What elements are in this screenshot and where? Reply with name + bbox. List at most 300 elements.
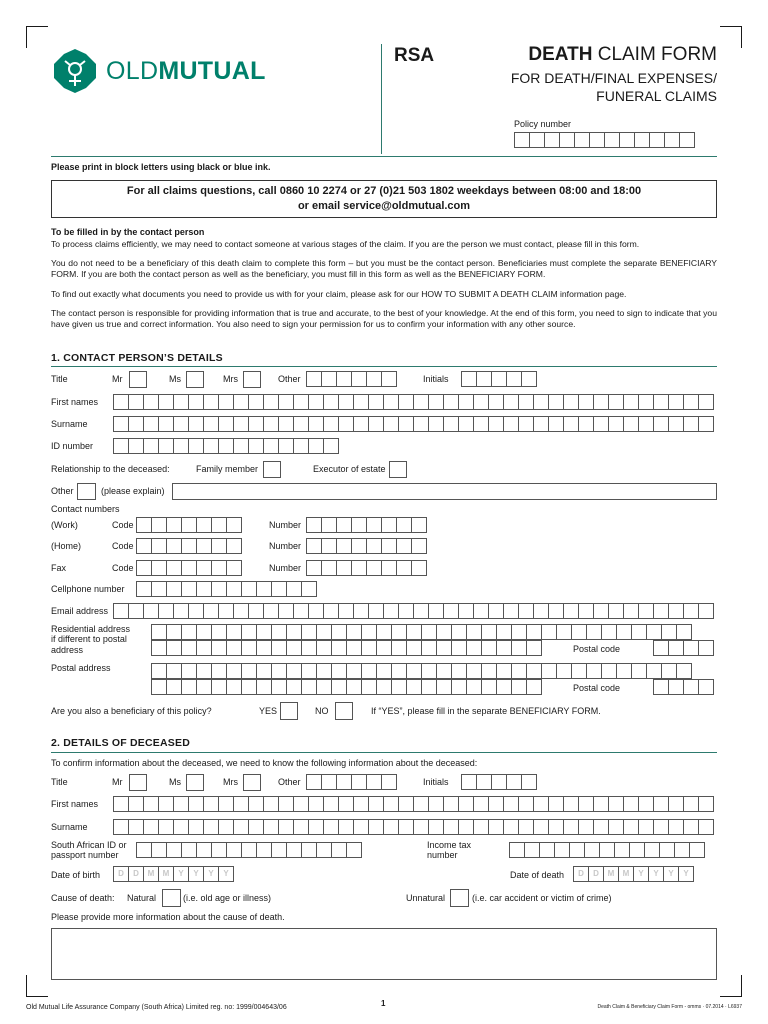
char-cell[interactable] <box>351 371 367 387</box>
char-cell[interactable] <box>128 416 144 432</box>
char-cell[interactable] <box>398 416 414 432</box>
char-cell[interactable] <box>338 796 354 812</box>
char-cell[interactable] <box>361 624 377 640</box>
char-cell[interactable] <box>398 819 414 835</box>
char-cell[interactable] <box>256 842 272 858</box>
char-cell[interactable] <box>406 640 422 656</box>
char-cell[interactable] <box>241 581 257 597</box>
char-cell[interactable] <box>413 603 429 619</box>
char-cell[interactable] <box>428 819 444 835</box>
char-cell[interactable] <box>533 796 549 812</box>
s2-initials-field[interactable] <box>461 774 536 790</box>
char-cell[interactable] <box>196 560 212 576</box>
char-cell[interactable] <box>211 624 227 640</box>
char-cell[interactable] <box>608 416 624 432</box>
s1-residential-postal-code-field[interactable] <box>653 640 713 656</box>
char-cell[interactable] <box>203 438 219 454</box>
char-cell[interactable] <box>683 679 699 695</box>
char-cell[interactable] <box>396 560 412 576</box>
char-cell[interactable] <box>308 819 324 835</box>
char-cell[interactable] <box>391 663 407 679</box>
char-cell[interactable] <box>188 796 204 812</box>
date-cell[interactable]: Y <box>188 866 204 882</box>
char-cell[interactable] <box>514 132 530 148</box>
char-cell[interactable] <box>241 842 257 858</box>
s1-home-code-field[interactable] <box>136 538 241 554</box>
char-cell[interactable] <box>638 796 654 812</box>
char-cell[interactable] <box>481 663 497 679</box>
char-cell[interactable] <box>211 663 227 679</box>
char-cell[interactable] <box>668 679 684 695</box>
char-cell[interactable] <box>321 517 337 533</box>
char-cell[interactable] <box>451 663 467 679</box>
char-cell[interactable] <box>211 842 227 858</box>
char-cell[interactable] <box>473 394 489 410</box>
char-cell[interactable] <box>211 538 227 554</box>
char-cell[interactable] <box>278 603 294 619</box>
char-cell[interactable] <box>218 438 234 454</box>
char-cell[interactable] <box>181 624 197 640</box>
char-cell[interactable] <box>376 640 392 656</box>
char-cell[interactable] <box>263 438 279 454</box>
char-cell[interactable] <box>421 624 437 640</box>
char-cell[interactable] <box>601 663 617 679</box>
char-cell[interactable] <box>316 679 332 695</box>
char-cell[interactable] <box>518 819 534 835</box>
date-cell[interactable]: D <box>588 866 604 882</box>
char-cell[interactable] <box>351 517 367 533</box>
char-cell[interactable] <box>683 394 699 410</box>
char-cell[interactable] <box>436 640 452 656</box>
char-cell[interactable] <box>351 560 367 576</box>
char-cell[interactable] <box>286 581 302 597</box>
char-cell[interactable] <box>166 842 182 858</box>
char-cell[interactable] <box>473 796 489 812</box>
char-cell[interactable] <box>166 679 182 695</box>
char-cell[interactable] <box>143 796 159 812</box>
char-cell[interactable] <box>151 842 167 858</box>
char-cell[interactable] <box>421 663 437 679</box>
char-cell[interactable] <box>541 624 557 640</box>
char-cell[interactable] <box>128 603 144 619</box>
char-cell[interactable] <box>376 679 392 695</box>
char-cell[interactable] <box>226 517 242 533</box>
char-cell[interactable] <box>554 842 570 858</box>
char-cell[interactable] <box>188 603 204 619</box>
char-cell[interactable] <box>353 394 369 410</box>
char-cell[interactable] <box>698 640 714 656</box>
char-cell[interactable] <box>406 679 422 695</box>
char-cell[interactable] <box>436 624 452 640</box>
char-cell[interactable] <box>506 774 522 790</box>
char-cell[interactable] <box>271 679 287 695</box>
char-cell[interactable] <box>593 796 609 812</box>
date-cell[interactable]: Y <box>203 866 219 882</box>
char-cell[interactable] <box>398 796 414 812</box>
char-cell[interactable] <box>563 416 579 432</box>
char-cell[interactable] <box>398 603 414 619</box>
date-cell[interactable]: Y <box>663 866 679 882</box>
char-cell[interactable] <box>676 663 692 679</box>
char-cell[interactable] <box>301 679 317 695</box>
char-cell[interactable] <box>586 663 602 679</box>
char-cell[interactable] <box>226 560 242 576</box>
char-cell[interactable] <box>683 603 699 619</box>
char-cell[interactable] <box>668 819 684 835</box>
s1-mr-checkbox[interactable] <box>129 371 147 388</box>
char-cell[interactable] <box>151 679 167 695</box>
char-cell[interactable] <box>271 581 287 597</box>
char-cell[interactable] <box>698 819 714 835</box>
char-cell[interactable] <box>638 416 654 432</box>
char-cell[interactable] <box>623 796 639 812</box>
char-cell[interactable] <box>451 679 467 695</box>
char-cell[interactable] <box>383 819 399 835</box>
char-cell[interactable] <box>451 640 467 656</box>
char-cell[interactable] <box>698 796 714 812</box>
char-cell[interactable] <box>173 603 189 619</box>
char-cell[interactable] <box>113 438 129 454</box>
char-cell[interactable] <box>226 842 242 858</box>
char-cell[interactable] <box>158 603 174 619</box>
char-cell[interactable] <box>166 560 182 576</box>
char-cell[interactable] <box>668 394 684 410</box>
char-cell[interactable] <box>381 371 397 387</box>
char-cell[interactable] <box>218 394 234 410</box>
char-cell[interactable] <box>151 538 167 554</box>
char-cell[interactable] <box>218 416 234 432</box>
char-cell[interactable] <box>166 663 182 679</box>
char-cell[interactable] <box>173 796 189 812</box>
char-cell[interactable] <box>151 624 167 640</box>
s1-yes-checkbox[interactable] <box>280 702 298 720</box>
char-cell[interactable] <box>383 394 399 410</box>
char-cell[interactable] <box>353 796 369 812</box>
date-cell[interactable]: M <box>158 866 174 882</box>
char-cell[interactable] <box>181 538 197 554</box>
char-cell[interactable] <box>346 842 362 858</box>
char-cell[interactable] <box>481 679 497 695</box>
char-cell[interactable] <box>113 416 129 432</box>
char-cell[interactable] <box>308 416 324 432</box>
char-cell[interactable] <box>368 819 384 835</box>
char-cell[interactable] <box>293 819 309 835</box>
char-cell[interactable] <box>653 394 669 410</box>
s1-postal-line1[interactable] <box>151 663 691 679</box>
char-cell[interactable] <box>293 416 309 432</box>
char-cell[interactable] <box>539 842 555 858</box>
char-cell[interactable] <box>233 796 249 812</box>
char-cell[interactable] <box>211 560 227 576</box>
char-cell[interactable] <box>391 624 407 640</box>
char-cell[interactable] <box>406 663 422 679</box>
char-cell[interactable] <box>544 132 560 148</box>
char-cell[interactable] <box>256 679 272 695</box>
char-cell[interactable] <box>578 416 594 432</box>
char-cell[interactable] <box>503 416 519 432</box>
char-cell[interactable] <box>316 842 332 858</box>
s1-fax-code-field[interactable] <box>136 560 241 576</box>
char-cell[interactable] <box>158 819 174 835</box>
char-cell[interactable] <box>413 416 429 432</box>
char-cell[interactable] <box>428 394 444 410</box>
char-cell[interactable] <box>196 842 212 858</box>
char-cell[interactable] <box>458 394 474 410</box>
char-cell[interactable] <box>338 394 354 410</box>
char-cell[interactable] <box>619 132 635 148</box>
char-cell[interactable] <box>226 663 242 679</box>
s1-other-rel-checkbox[interactable] <box>77 483 96 500</box>
s1-cellphone-field[interactable] <box>136 581 316 597</box>
char-cell[interactable] <box>143 416 159 432</box>
char-cell[interactable] <box>428 796 444 812</box>
char-cell[interactable] <box>331 624 347 640</box>
char-cell[interactable] <box>196 624 212 640</box>
s1-work-number-field[interactable] <box>306 517 426 533</box>
char-cell[interactable] <box>461 371 477 387</box>
char-cell[interactable] <box>638 394 654 410</box>
char-cell[interactable] <box>689 842 705 858</box>
char-cell[interactable] <box>521 774 537 790</box>
char-cell[interactable] <box>128 796 144 812</box>
char-cell[interactable] <box>306 774 322 790</box>
char-cell[interactable] <box>188 819 204 835</box>
char-cell[interactable] <box>638 603 654 619</box>
char-cell[interactable] <box>674 842 690 858</box>
date-cell[interactable]: Y <box>173 866 189 882</box>
char-cell[interactable] <box>151 581 167 597</box>
char-cell[interactable] <box>526 679 542 695</box>
char-cell[interactable] <box>203 796 219 812</box>
char-cell[interactable] <box>181 640 197 656</box>
s1-postal-line2[interactable] <box>151 679 541 695</box>
char-cell[interactable] <box>668 416 684 432</box>
s2-mr-checkbox[interactable] <box>129 774 147 791</box>
char-cell[interactable] <box>331 640 347 656</box>
char-cell[interactable] <box>436 679 452 695</box>
s1-ms-checkbox[interactable] <box>186 371 204 388</box>
char-cell[interactable] <box>593 819 609 835</box>
char-cell[interactable] <box>381 538 397 554</box>
char-cell[interactable] <box>136 560 152 576</box>
char-cell[interactable] <box>173 438 189 454</box>
char-cell[interactable] <box>293 394 309 410</box>
char-cell[interactable] <box>166 640 182 656</box>
date-cell[interactable]: M <box>603 866 619 882</box>
char-cell[interactable] <box>151 560 167 576</box>
char-cell[interactable] <box>584 842 600 858</box>
char-cell[interactable] <box>353 819 369 835</box>
char-cell[interactable] <box>668 640 684 656</box>
char-cell[interactable] <box>526 663 542 679</box>
char-cell[interactable] <box>271 624 287 640</box>
char-cell[interactable] <box>488 416 504 432</box>
char-cell[interactable] <box>346 679 362 695</box>
char-cell[interactable] <box>496 663 512 679</box>
char-cell[interactable] <box>473 819 489 835</box>
char-cell[interactable] <box>683 819 699 835</box>
char-cell[interactable] <box>218 796 234 812</box>
char-cell[interactable] <box>488 603 504 619</box>
char-cell[interactable] <box>233 416 249 432</box>
char-cell[interactable] <box>248 819 264 835</box>
char-cell[interactable] <box>574 132 590 148</box>
s1-other-title-field[interactable] <box>306 371 396 387</box>
char-cell[interactable] <box>166 538 182 554</box>
char-cell[interactable] <box>679 132 695 148</box>
char-cell[interactable] <box>511 663 527 679</box>
char-cell[interactable] <box>383 603 399 619</box>
char-cell[interactable] <box>306 538 322 554</box>
char-cell[interactable] <box>158 394 174 410</box>
char-cell[interactable] <box>336 538 352 554</box>
char-cell[interactable] <box>321 538 337 554</box>
char-cell[interactable] <box>323 438 339 454</box>
char-cell[interactable] <box>166 517 182 533</box>
char-cell[interactable] <box>181 663 197 679</box>
char-cell[interactable] <box>151 663 167 679</box>
char-cell[interactable] <box>593 416 609 432</box>
char-cell[interactable] <box>443 416 459 432</box>
char-cell[interactable] <box>366 538 382 554</box>
char-cell[interactable] <box>503 796 519 812</box>
char-cell[interactable] <box>466 640 482 656</box>
char-cell[interactable] <box>263 819 279 835</box>
s2-mrs-checkbox[interactable] <box>243 774 261 791</box>
char-cell[interactable] <box>376 624 392 640</box>
char-cell[interactable] <box>548 603 564 619</box>
char-cell[interactable] <box>443 394 459 410</box>
char-cell[interactable] <box>506 371 522 387</box>
s1-please-explain-field[interactable] <box>172 483 717 500</box>
s2-natural-checkbox[interactable] <box>162 889 181 907</box>
char-cell[interactable] <box>381 517 397 533</box>
char-cell[interactable] <box>263 416 279 432</box>
char-cell[interactable] <box>491 371 507 387</box>
char-cell[interactable] <box>286 679 302 695</box>
char-cell[interactable] <box>293 438 309 454</box>
char-cell[interactable] <box>366 371 382 387</box>
char-cell[interactable] <box>263 394 279 410</box>
char-cell[interactable] <box>563 819 579 835</box>
char-cell[interactable] <box>293 603 309 619</box>
char-cell[interactable] <box>351 538 367 554</box>
char-cell[interactable] <box>368 394 384 410</box>
char-cell[interactable] <box>226 624 242 640</box>
char-cell[interactable] <box>226 640 242 656</box>
char-cell[interactable] <box>323 796 339 812</box>
char-cell[interactable] <box>308 438 324 454</box>
char-cell[interactable] <box>271 663 287 679</box>
char-cell[interactable] <box>481 624 497 640</box>
char-cell[interactable] <box>421 679 437 695</box>
char-cell[interactable] <box>338 603 354 619</box>
char-cell[interactable] <box>511 624 527 640</box>
char-cell[interactable] <box>518 394 534 410</box>
char-cell[interactable] <box>526 640 542 656</box>
char-cell[interactable] <box>563 394 579 410</box>
char-cell[interactable] <box>136 538 152 554</box>
char-cell[interactable] <box>331 679 347 695</box>
char-cell[interactable] <box>653 819 669 835</box>
char-cell[interactable] <box>181 679 197 695</box>
char-cell[interactable] <box>286 842 302 858</box>
char-cell[interactable] <box>188 438 204 454</box>
char-cell[interactable] <box>406 624 422 640</box>
char-cell[interactable] <box>593 394 609 410</box>
char-cell[interactable] <box>668 796 684 812</box>
s2-income-tax-field[interactable] <box>509 842 704 858</box>
char-cell[interactable] <box>649 132 665 148</box>
char-cell[interactable] <box>301 624 317 640</box>
char-cell[interactable] <box>518 603 534 619</box>
char-cell[interactable] <box>586 624 602 640</box>
char-cell[interactable] <box>113 603 129 619</box>
char-cell[interactable] <box>181 560 197 576</box>
char-cell[interactable] <box>226 581 242 597</box>
char-cell[interactable] <box>361 679 377 695</box>
char-cell[interactable] <box>451 624 467 640</box>
s1-surname-field[interactable] <box>113 416 713 432</box>
date-cell[interactable]: D <box>113 866 129 882</box>
s1-executor-checkbox[interactable] <box>389 461 407 478</box>
char-cell[interactable] <box>383 796 399 812</box>
char-cell[interactable] <box>308 394 324 410</box>
char-cell[interactable] <box>301 640 317 656</box>
s1-email-field[interactable] <box>113 603 713 619</box>
char-cell[interactable] <box>233 394 249 410</box>
char-cell[interactable] <box>476 371 492 387</box>
char-cell[interactable] <box>496 640 512 656</box>
char-cell[interactable] <box>346 663 362 679</box>
char-cell[interactable] <box>518 416 534 432</box>
s1-residential-line1[interactable] <box>151 624 691 640</box>
s1-postal-code-field[interactable] <box>653 679 713 695</box>
char-cell[interactable] <box>248 603 264 619</box>
char-cell[interactable] <box>293 796 309 812</box>
char-cell[interactable] <box>623 819 639 835</box>
char-cell[interactable] <box>521 371 537 387</box>
char-cell[interactable] <box>503 603 519 619</box>
char-cell[interactable] <box>614 842 630 858</box>
char-cell[interactable] <box>683 640 699 656</box>
char-cell[interactable] <box>151 640 167 656</box>
char-cell[interactable] <box>571 663 587 679</box>
char-cell[interactable] <box>383 416 399 432</box>
char-cell[interactable] <box>644 842 660 858</box>
char-cell[interactable] <box>136 842 152 858</box>
char-cell[interactable] <box>458 603 474 619</box>
char-cell[interactable] <box>256 624 272 640</box>
char-cell[interactable] <box>366 774 382 790</box>
date-cell[interactable]: M <box>618 866 634 882</box>
char-cell[interactable] <box>233 603 249 619</box>
char-cell[interactable] <box>421 640 437 656</box>
char-cell[interactable] <box>211 679 227 695</box>
char-cell[interactable] <box>203 394 219 410</box>
char-cell[interactable] <box>396 538 412 554</box>
char-cell[interactable] <box>278 394 294 410</box>
s1-home-number-field[interactable] <box>306 538 426 554</box>
char-cell[interactable] <box>631 663 647 679</box>
char-cell[interactable] <box>443 819 459 835</box>
char-cell[interactable] <box>411 538 427 554</box>
char-cell[interactable] <box>211 581 227 597</box>
char-cell[interactable] <box>196 640 212 656</box>
char-cell[interactable] <box>524 842 540 858</box>
char-cell[interactable] <box>136 581 152 597</box>
char-cell[interactable] <box>599 842 615 858</box>
